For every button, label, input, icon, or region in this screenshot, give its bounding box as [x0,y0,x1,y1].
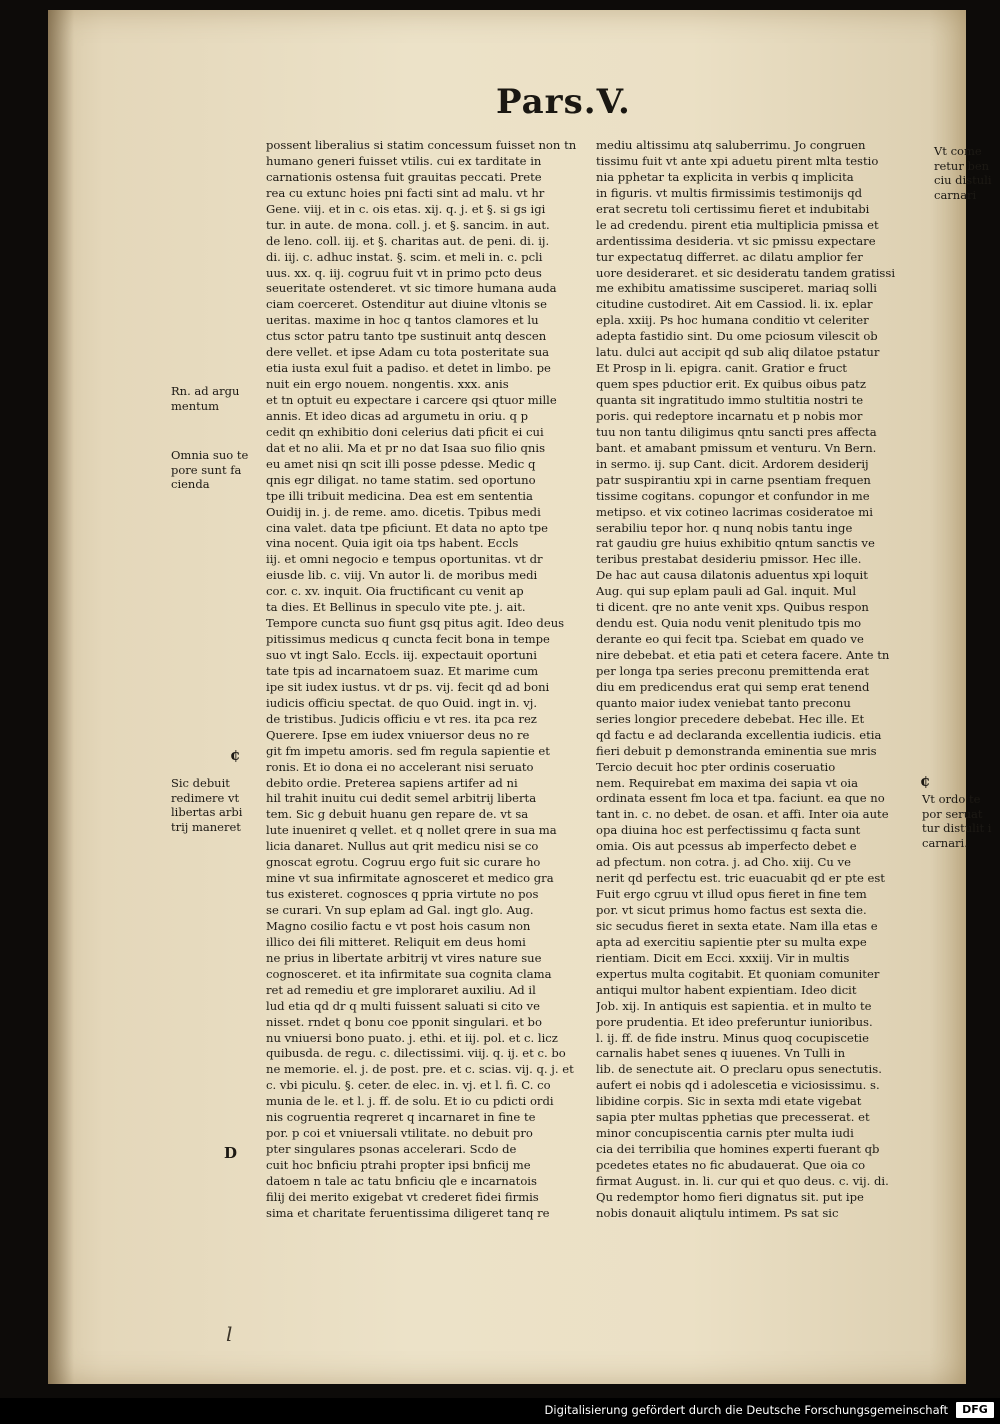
margin-note-line: carnari [934,187,977,202]
text-line: tissime cogitans. copungor et confundor in me [596,488,870,503]
text-line: Aug. qui sup eplam pauli ad Gal. inquit. Mul [596,584,857,599]
text-line: patr suspirantiu xpi in carne psentiam frequen [596,472,871,487]
text-line: licia danaret. Nullus aut qrit medicu nisi se co [266,839,539,854]
text-line: nem. Requirebat em maxima dei sapia vt oia [596,775,859,790]
text-line: ctus sctor patru tanto tpe sustinuit antq descen [266,329,547,344]
margin-note-line: Vt ordo te [922,792,981,806]
text-line: lud etia qd dr q multi fuissent saluati si cito ve [266,998,540,1013]
margin-note-ut-comm [934,144,992,202]
text-line: antiqui multor habent expientiam. Ideo dicit [596,982,857,997]
text-line: sic secudus fieret in sexta etate. Nam illa etas e [596,918,878,933]
text-line: ne memorie. el. j. de post. pre. et c. scias. vij. q. j. et [266,1062,574,1077]
text-line: debito ordie. Preterea sapiens artifer ad ni [266,775,518,790]
text-line: le ad credendu. pirent etia multiplicia pmissa et [596,217,879,232]
text-line: de tristibus. Judicis officiu e vt res. ita pca rez [266,711,537,726]
text-line: Gene. viij. et in c. ois etas. xij. q. j. et §. si gs igi [266,201,546,216]
paragraph-marker: ¢ [920,772,931,790]
text-line: nire debebat. et etia pati et cetera facere. Ante tn [596,648,890,662]
text-line: apta ad exercitiu sapientie pter su multa expe [596,934,867,949]
text-line: seueritate ostenderet. vt sic timore humana auda [266,281,557,296]
text-line: ardentissima desideria. vt sic pmissu expectare [596,233,876,248]
text-line: latu. dulci aut accipit qd sub aliq dilatoe pstatur [596,345,880,360]
text-line: ipe sit iudex iustus. vt dr ps. vij. fecit qd ad boni [266,679,550,694]
margin-note-line: Rn. ad argu [171,384,240,398]
text-line: Tercio decuit hoc pter ordinis coseruatio [596,759,836,774]
margin-note-line: pore sunt fa [171,462,242,477]
text-line: poris. qui redeptore incarnatu et p nobis mor [596,408,863,423]
text-line: diu em predicendus erat qui semp erat tenend [596,679,870,694]
text-line: ronis. Et io dona ei no accelerant nisi seruato [266,759,534,774]
text-line: et tn optuit eu expectare i carcere qsi qtuor mille [266,393,557,407]
text-line: sima et charitate feruentissima diligeret tanq re [266,1205,550,1220]
text-line: expertus multa cogitabit. Et quoniam comuniter [596,966,880,981]
text-line: suo vt ingt Salo. Eccls. iij. expectauit oportuni [266,648,537,662]
text-line: rea cu extunc hoies pni facti sint ad malu. vt hr [266,185,545,200]
text-line: di. iij. c. adhuc instat. §. scim. et meli in. c. pcli [266,249,543,264]
text-line: tpe illi tribuit medicina. Dea est em sententia [266,488,533,503]
text-line: ret ad remediu et gre imploraret auxiliu. Ad il [266,982,536,997]
text-line: iudicis officiu spectat. de quo Ouid. ingt in. vj. [266,695,538,710]
margin-note-line: Vt come [934,144,982,158]
text-line: hil trahit inuitu cui dedit semel arbitrij liberta [266,791,537,806]
text-line: por. p coi et vniuersali vtilitate. no debuit pro [266,1126,533,1141]
text-line: citudine custodiret. Ait em Cassiod. li. ix. eplar [596,297,873,312]
text-line: etia iusta exul fuit a padiso. et detet in limbo. pe [266,361,551,376]
text-line: in figuris. vt multis firmissimis testimonijs qd [596,185,863,200]
margin-note-line: libertas arbi [171,805,243,820]
margin-note-line: mentum [171,398,220,413]
margin-note-omnia-suo [171,448,248,492]
text-line: Tempore cuncta suo fiunt gsq pitus agit. Ideo deus [266,616,565,631]
text-line: ad pfectum. non cotra. j. ad Cho. xiij. Cu ve [596,855,851,870]
text-line: me exhibitu amatissime susciperet. mariaq solli [596,281,877,296]
text-line: adepta fastidio sint. Du ome pciosum vilescit ob [596,329,878,344]
text-line: tur. in aute. de mona. coll. j. et §. sancim. in aut. [266,217,550,232]
margin-note-line: ciu distuli [934,173,992,188]
text-line: mediu altissimu atq saluberrimu. Jo congruen [596,138,866,152]
text-line: pcedetes etates no fic abudauerat. Que oia co [596,1158,866,1172]
text-line: eu amet nisi qn scit illi posse pdesse. Medic q [266,456,536,471]
text-line: ueritas. maxime in hoc q tantos clamores et lu [266,313,539,328]
text-line: metipso. et vix cotineo lacrimas cosideratoe mi [596,504,873,519]
text-line: filij dei merito exigebat vt crederet fidei firmis [266,1189,539,1204]
text-line: cedit qn exhibitio doni celerius dati pficit ei cui [266,424,544,439]
text-line: cognosceret. et ita infirmitate sua cognita clama [266,966,552,981]
text-line: ne prius in libertate arbitrij vt vires nature sue [266,950,542,965]
text-line: qd factu e ad declaranda excellentia iudicis. etia [596,727,882,742]
text-line: series longior precedere debebat. Hec ille. Et [596,711,865,726]
text-line: cina valet. data tpe pficiunt. Et data no apto tpe [266,520,548,535]
text-line: uore desideraret. et sic desideratu tandem gratissi [596,265,896,280]
text-line: nis cogruentia reqreret q incarnaret in fine te [266,1110,536,1125]
text-line: minor concupiscentia carnis pter multa iudi [596,1126,854,1141]
text-line: datoem n tale ac tatu bnficiu qle e incarnatois [266,1173,537,1188]
margin-note-line: Omnia suo te [171,448,249,462]
margin-note-sic-debuit [171,776,242,834]
text-line: git fm impetu amoris. sed fm regula sapientie et [266,743,550,758]
text-line: carnalis habet senes q iuuenes. Vn Tulli in [596,1046,846,1061]
paragraph-marker: ¢ [230,746,241,764]
text-line: dendu est. Quia nodu venit plenitudo tpis mo [596,616,862,631]
pencil-mark: l [226,1322,233,1346]
text-line: iij. et omni negocio e tempus oportunitas. vt dr [266,552,543,567]
text-line: lute inueniret q vellet. et q nollet qrere in sua ma [266,823,557,838]
text-line: rat gaudiu gre huius exhibitio qntum sanctis ve [596,536,875,551]
margin-note-ut-ordo [922,792,991,850]
text-line: tate tpis ad incarnatoem suaz. Et marime cum [266,663,539,678]
margin-note-line: trij maneret [171,819,241,834]
margin-note-resp-arg [171,384,239,413]
text-line: cuit hoc bnficiu ptrahi propter ipsi bnficij me [266,1158,531,1172]
text-line: se curari. Vn sup eplam ad Gal. ingt glo. Aug. [266,903,534,917]
text-line: ti dicent. qre no ante venit xps. Quibus respon [596,600,869,615]
text-line: mine vt sua infirmitate agnosceret et medico gra [266,871,554,886]
text-line: nerit qd perfectu est. tric euacuabit qd er pte est [596,871,885,886]
text-line: libidine corpis. Sic in sexta mdi etate vigebat [596,1094,862,1109]
text-line: Et Prosp in li. epigra. canit. Gratior e fruct [596,361,847,376]
margin-note-line: redimere vt [171,790,240,805]
text-line: nuit ein ergo nouem. nongentis. xxx. anis [266,377,509,392]
text-line: aufert ei nobis qd i adolescetia e viciosissimu. s. [596,1078,880,1093]
text-line: tissimu fuit vt ante xpi aduetu pirent mlta testio [596,153,879,168]
margin-note-line: por seruat [922,806,983,821]
text-line: dere vellet. et ipse Adam cu tota posteritate sua [266,345,550,360]
footer-strip [0,1398,1000,1424]
text-line: ciam coerceret. Ostenditur aut diuine vltonis se [266,297,547,312]
text-line: teribus prestabat desideriu pmissor. Hec ille. [596,552,862,567]
text-line: erat secretu toli certissimu fieret et indubitabi [596,201,870,216]
text-line: serabiliu tepor hor. q nunq nobis tantu inge [596,520,853,535]
margin-note-line: cienda [171,477,210,492]
text-line: nisset. rndet q bonu coe pponit singulari. et bo [266,1014,542,1029]
binding-shadow [48,10,74,1384]
text-line: pter singulares psonas accelerari. Scdo de [266,1142,517,1157]
text-line: tus existeret. cognosces q ppria virtute no pos [266,887,539,902]
text-line: dat et no alii. Ma et pr no dat Isaa suo filio qnis [266,440,546,455]
margin-note-line: carnari. [922,835,968,850]
text-line: opa diuina hoc est perfectissimu q facta sunt [596,823,861,838]
text-line: rientiam. Dicit em Ecci. xxxiij. Vir in multis [596,950,850,965]
text-line: illico dei fili mitteret. Reliquit em deus homi [266,934,526,949]
text-line: pitissimus medicus q cuncta fecit bona in tempe [266,632,550,647]
text-line: ordinata essent fm loca et tpa. faciunt. ea que no [596,791,885,806]
text-line: fieri debuit p demonstranda eminentia sue mris [596,743,877,758]
text-line: sapia pter multas pphetias que precesserat. et [596,1110,870,1125]
text-line: tem. Sic g debuit huanu gen repare de. vt sa [266,807,529,822]
text-line: c. vbi piculu. §. ceter. de elec. in. vj. et l. fi. C. co [266,1078,551,1093]
margin-note-line: tur distulit i [922,821,992,836]
text-line: lib. de senectute ait. O preclaru opus senectutis. [596,1062,882,1077]
margin-note-line: retur ben [934,158,990,173]
text-line: vina nocent. Quia igit oia tps habent. Eccls [266,536,519,551]
text-line: bant. et amabant pmissum et venturu. Vn Bern. [596,440,877,455]
text-line: quibusda. de regu. c. dilectissimi. viij. q. ij. et c. bo [266,1046,566,1061]
text-line: gnoscat egrotu. Cogruu ergo fuit sic curare ho [266,855,541,870]
text-line: de leno. coll. iij. et §. charitas aut. de peni. di. ij. [266,233,550,248]
text-line: Job. xij. In antiquis est sapientia. et in multo te [596,998,872,1013]
text-line: munia de le. et l. j. ff. de solu. Et io cu pdicti ordi [266,1094,554,1109]
text-line: De hac aut causa dilatonis aduentus xpi loquit [596,568,868,583]
text-line: Ouidij in. j. de reme. amo. dicetis. Tpibus medi [266,504,541,519]
text-line: nu vniuersi bono puato. j. ethi. et iij. pol. et c. licz [266,1030,558,1045]
text-line: annis. Et ideo dicas ad argumetu in oriu. q p [266,408,528,423]
text-line: quanto maior iudex veniebat tanto preconu [596,695,851,710]
text-line: tant in. c. no debet. de osan. et affi. Inter oia aute [596,807,889,822]
text-line: Magno cosilio factu e vt post hois casum non [266,918,531,933]
text-line: cia dei terribilia que homines experti fuerant qb [596,1142,880,1157]
text-line: por. vt sicut primus homo factus est sexta die. [596,903,867,917]
text-line: Fuit ergo cgruu vt illud opus fieret in fine tem [596,887,867,902]
text-line: quem spes pductior erit. Ex quibus oibus patz [596,377,866,392]
text-line: epla. xxiij. Ps hoc humana conditio vt celeriter [596,313,869,328]
text-line: per longa tpa series preconu premittenda erat [596,663,870,678]
text-line: derante eo qui fecit tpa. Sciebat em quado ve [596,632,864,647]
right-text-column [596,138,956,1222]
text-line: l. ij. ff. de fide instru. Minus quoq cocupiscetie [596,1030,869,1045]
text-line: uus. xx. q. iij. cogruu fuit vt in primo pcto deus [266,265,542,280]
footer-credit: Digitalisierung gefördert durch die Deutsche Forschungsgemeinschaft [544,1403,948,1417]
text-line: nia pphetar ta explicita in verbis q implicita [596,169,854,184]
text-line: tuu non tantu diligimus qntu sancti pres affecta [596,424,877,439]
text-line: omia. Ois aut pcessus ab imperfecto debet e [596,839,857,854]
text-line: eiusde lib. c. viij. Vn autor li. de moribus medi [266,568,538,583]
text-line: cor. c. xv. inquit. Oia fructificant cu venit ap [266,584,524,599]
paragraph-marker: D [224,1144,238,1162]
text-line: humano generi fuisset vtilis. cui ex tarditate in [266,153,542,168]
text-line: qnis egr diligat. no tame statim. sed oportuno [266,472,536,487]
text-line: firmat August. in. li. cur qui et quo deus. c. vij. di. [596,1173,889,1188]
text-line: carnationis ostensa fuit grauitas peccati. Prete [266,169,542,184]
text-line: quanta sit ingratitudo immo stultitia nostri te [596,393,864,407]
text-line: in sermo. ij. sup Cant. dicit. Ardorem desiderij [596,456,869,471]
text-line: ta dies. Et Bellinus in speculo vite pte. j. ait. [266,600,526,615]
text-line: tur expectatuq differret. ac dilatu amplior fer [596,249,863,264]
text-line: possent liberalius si statim concessum fuisset non tn [266,138,577,152]
page-heading: Pars.V. [496,82,631,122]
book-page [48,10,992,1384]
left-text-column [266,138,586,1222]
text-line: Qu redemptor homo fieri dignatus sit. put ipe [596,1189,864,1204]
text-line: pore prudentia. Et ideo preferuntur iunioribus. [596,1014,873,1029]
text-line: nobis donauit aliqtulu intimem. Ps sat sic [596,1205,839,1220]
text-line: Querere. Ipse em iudex vniuersor deus no re [266,727,530,742]
dfg-logo: DFG [956,1402,994,1418]
margin-note-line: Sic debuit [171,776,230,790]
